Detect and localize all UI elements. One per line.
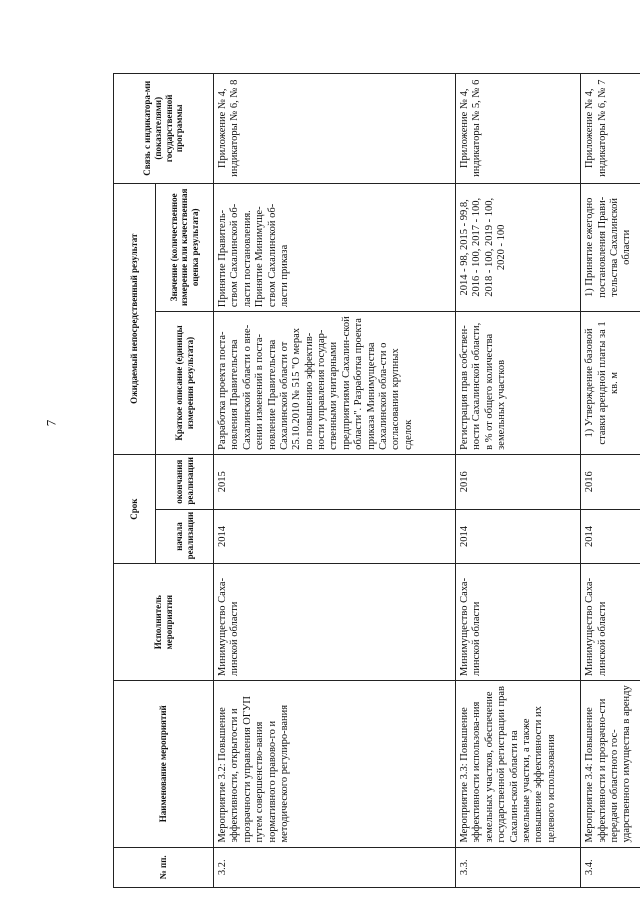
row-name: Мероприятие 3.4: Повышение эффективности и прозрачно-сти передачи областного гос-ударственного имущества в аренду bbox=[580, 680, 640, 847]
header-term-end: окончания реализации bbox=[155, 454, 213, 509]
row-end: 2015 bbox=[213, 454, 455, 509]
header-name: Наименование мероприятий bbox=[113, 680, 213, 847]
table-row bbox=[580, 73, 640, 887]
row-end: 2016 bbox=[580, 454, 640, 509]
row-value: 2014 - 98, 2015 - 99,8, 2016 - 100, 2017 - 100, 2018 - 100, 2019 - 100, 2020 - 100 bbox=[455, 183, 580, 312]
row-link: Приложение № 4, индикаторы № 6, № 8 bbox=[213, 73, 455, 183]
row-link: Приложение № 4, индикаторы № 6, № 7 bbox=[580, 73, 640, 183]
header-link: Связь с индикатора-ми (показателями) государственной программы bbox=[113, 73, 213, 183]
row-end: 2016 bbox=[455, 454, 580, 509]
header-term: Срок bbox=[113, 454, 155, 563]
row-executor: Минимущество Саха-линской области bbox=[213, 563, 455, 680]
row-desc: Регистрация прав собствен-ности Сахалинской области, в % от общего количества земельных участков bbox=[455, 311, 580, 454]
row-value: 1) Принятие ежегодно постановления Прави-тельства Сахалинской области bbox=[580, 183, 640, 312]
header-executor: Исполнитель мероприятия bbox=[113, 563, 213, 680]
measures-table bbox=[113, 73, 640, 888]
header-no: № пп. bbox=[113, 847, 213, 887]
row-start: 2014 bbox=[580, 509, 640, 564]
table-row bbox=[455, 73, 580, 887]
header-term-start: начала реализации bbox=[155, 509, 213, 564]
row-desc: Разработка проекта поста-новления Правительства Сахалинской области о вне-сении изменений в поста-новление Правительства Сахалинской области от 25.10.2010 № 515 "О мерах по повышению эффектив-ности управления государ-ственными унитарными предприятиями Сахалин-ской области". Разработка проекта приказа Минимущества Сахалинской обла-сти о согласовании крупных сделок bbox=[213, 311, 455, 454]
row-no: 3.2. bbox=[213, 847, 455, 887]
row-executor: Минимущество Саха-линской области bbox=[580, 563, 640, 680]
table-row bbox=[213, 73, 455, 887]
header-result-desc: Краткое описание (единицы измерения результата) bbox=[155, 311, 213, 454]
header-result-value: Значение (количественное измерение или качественная оценка результата) bbox=[155, 183, 213, 312]
row-start: 2014 bbox=[213, 509, 455, 564]
row-no: 3.3. bbox=[455, 847, 580, 887]
row-link: Приложение № 4, индикаторы № 5, № 6 bbox=[455, 73, 580, 183]
row-name: Мероприятие 3.2: Повышение эффективности, открытости и прозрачности управления ОГУП путем совершенство-вания нормативного правово-го и методического регулиро-вания bbox=[213, 680, 455, 847]
row-start: 2014 bbox=[455, 509, 580, 564]
row-no: 3.4. bbox=[580, 847, 640, 887]
header-result: Ожидаемый непосредственный результат bbox=[113, 183, 155, 454]
row-desc: 1) Утверждение базовой ставки арендной платы за 1 кв. м bbox=[580, 311, 640, 454]
row-name: Мероприятие 3.3: Повышение эффективности использова-ния земельных участков, обеспечение государственной регистрации прав Сахалин-ской области на земельные участки, а также повышение эффективности их целевого использования bbox=[455, 680, 580, 847]
header-row-1 bbox=[113, 73, 155, 887]
row-executor: Минимущество Саха-линской области bbox=[455, 563, 580, 680]
page-number: 7 bbox=[43, 419, 59, 427]
row-value: Принятие Правитель-ством Сахалинской об-ласти постановления. Принятие Минимуще-ством Сахалинской об-ласти приказа bbox=[213, 183, 455, 312]
rotated-table-container bbox=[113, 73, 640, 888]
